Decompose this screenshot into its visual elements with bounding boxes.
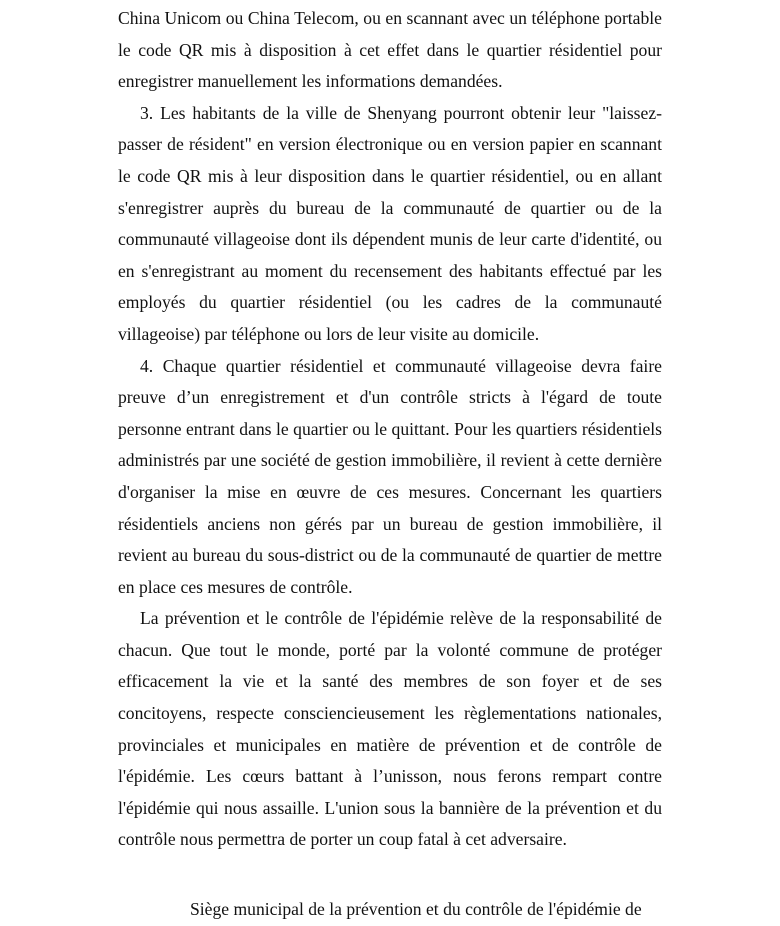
paragraph-continuation: China Unicom ou China Telecom, ou en scannant avec un téléphone portable le code QR mis à disposition à cet effet dans le quartier résidentiel pour enregistrer manuellement les informations demandées. — [118, 8, 662, 92]
document-page — [118, 3, 662, 926]
paragraph-item-4: 4. Chaque quartier résidentiel et communauté villageoise devra faire preuve d’un enregistrement et d'un contrôle stricts à l'égard de toute personne entrant dans le quartier ou le quittant. Pour les quartiers résidentiels administrés par une société de gestion immobilière, il revient à cette dernière d'organiser la mise en œuvre de ces mesures. Concernant les quartiers résidentiels anciens non gérés par un bureau de gestion immobilière, il revient au bureau du sous-district ou de la communauté de quartier de mettre en place ces mesures de contrôle. — [118, 355, 662, 597]
signature-line: Siège municipal de la prévention et du contrôle de l'épidémie de — [190, 899, 642, 920]
paragraph-item-3: 3. Les habitants de la ville de Shenyang pourront obtenir leur "laissez-passer de résident" en version électronique ou en version papier en scannant le code QR mis à leur disposition dans le quartier résidentiel, ou en allant s'enregistrer auprès du bureau de la communauté de quartier ou de la communauté villageoise dont ils dépendent munis de leur carte d'identité, ou en s'enregistrant au moment du recensement des habitants effectué par les employés du quartier résidentiel (ou les cadres de la communauté villageoise) par téléphone ou lors de leur visite au domicile. — [118, 102, 662, 344]
signature-spacer — [118, 856, 662, 894]
paragraph-closing: La prévention et le contrôle de l'épidémie relève de la responsabilité de chacun. Que tout le monde, porté par la volonté commune de protéger efficacement la vie et la santé des membres de son foyer et de ses concitoyens, respecte consciencieusement les règlementations nationales, provinciales et municipales en matière de prévention et de contrôle de l'épidémie. Les cœurs battant à l’unisson, nous ferons rempart contre l'épidémie qui nous assaille. L'union sous la bannière de la prévention et du contrôle nous permettra de porter un coup fatal à cet adversaire. — [118, 608, 662, 850]
